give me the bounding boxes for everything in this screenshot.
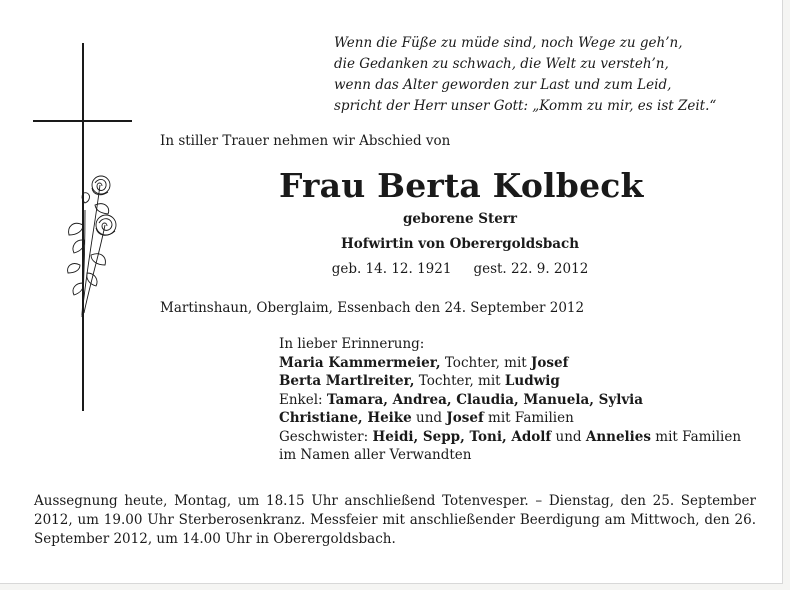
- mourner-line: Berta Martlreiter, Tochter, mit Ludwig: [279, 373, 560, 389]
- cross-bar: [33, 120, 132, 122]
- roses-icon: [55, 165, 125, 325]
- memory-section: [279, 335, 741, 465]
- mourner-line: Christiane, Heike und Josef mit Familien: [279, 410, 574, 426]
- mourner-line: Geschwister: Heidi, Sepp, Toni, Adolf und Annelies mit Familien: [279, 428, 742, 445]
- intro-text: In stiller Trauer nehmen wir Abschied von: [160, 133, 451, 149]
- occupation: Hofwirtin von Oberergoldsbach: [340, 236, 580, 252]
- birth-date: geb. 14. 12. 1921: [331, 261, 452, 277]
- death-date: gest. 22. 9. 2012: [473, 261, 589, 277]
- poem-line: wenn das Alter geworden zur Last und zum Leid,: [334, 77, 672, 93]
- poem: [334, 33, 774, 117]
- funeral-details: Aussegnung heute, Montag, um 18.15 Uhr anschließend Totenvesper. – Dienstag, den 25. September 2012, um 19.00 Uhr Sterberosenkranz. Messfeier mit anschließender Beerdigung am Mittwoch, den 26. September 2012, um 14.00 Uhr in Oberergoldsbach.: [34, 493, 756, 547]
- memory-heading: In lieber Erinnerung:: [279, 336, 425, 352]
- maiden-name: geborene Sterr: [402, 211, 518, 227]
- mourner-line: Maria Kammermeier, Tochter, mit Josef: [279, 354, 569, 371]
- mourner-line: Enkel: Tamara, Andrea, Claudia, Manuela, Sylvia: [279, 391, 644, 408]
- memory-closing: im Namen aller Verwandten: [279, 447, 472, 463]
- place-date: Martinshaun, Oberglaim, Essenbach den 24. September 2012: [160, 300, 585, 316]
- poem-line: spricht der Herr unser Gott: „Komm zu mir, es ist Zeit.“: [334, 98, 717, 114]
- deceased-name: Frau Berta Kolbeck: [279, 166, 644, 205]
- poem-line: Wenn die Füße zu müde sind, noch Wege zu geh’n,: [334, 35, 683, 51]
- poem-line: die Gedanken zu schwach, die Welt zu versteh’n,: [334, 56, 669, 72]
- life-dates: [250, 261, 670, 277]
